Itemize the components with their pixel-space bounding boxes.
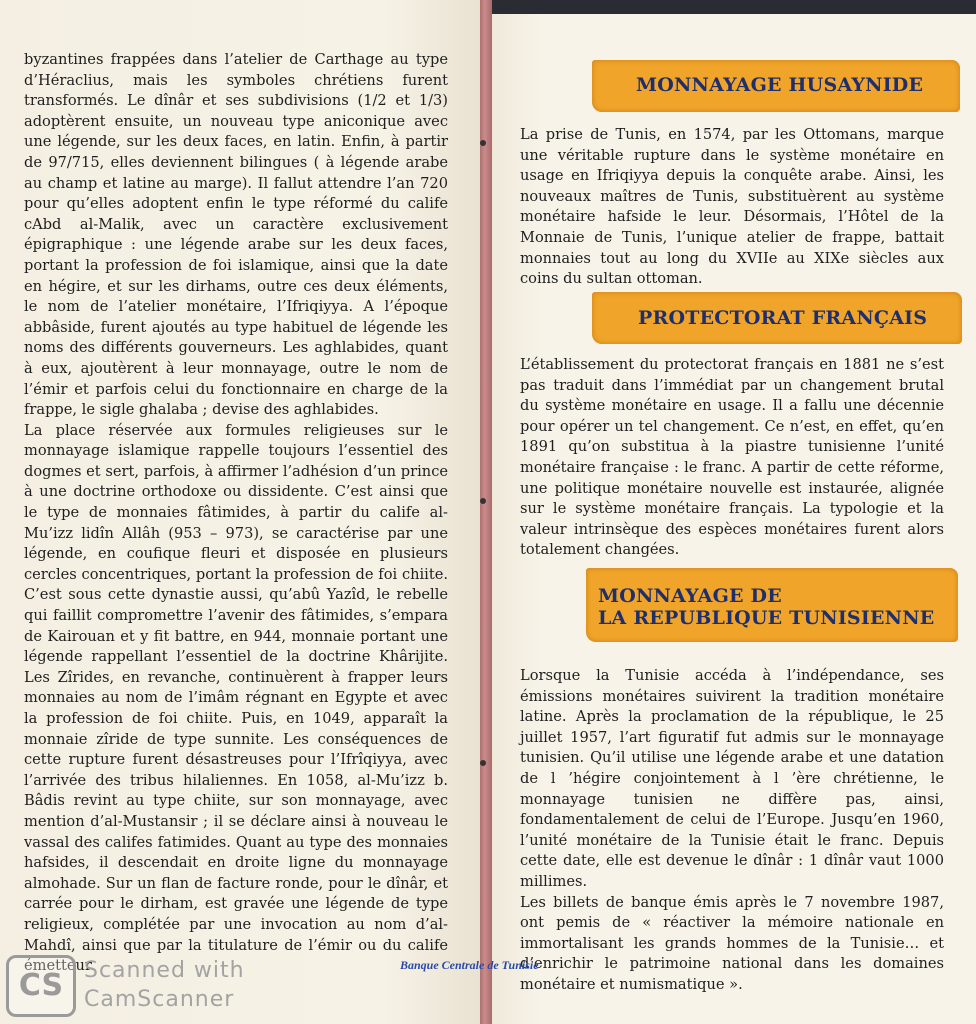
camscanner-watermark-text: [84, 956, 245, 1014]
section-body-republique: [520, 666, 944, 996]
section-title-republique-line2: LA REPUBLIQUE TUNISIENNE: [598, 607, 935, 629]
watermark-line-2: CamScanner: [84, 987, 235, 1012]
binding-stitch: [480, 760, 486, 766]
republique-paragraph-1: Lorsque la Tunisie accéda à l’indépendance, ses émissions monétaires suivirent la tradition monétaire latine. Après la proclamation de la république, le 25 juillet 1957, l’art figuratif fut admis sur le monnayage tunisien. Qu’il utilise une légende arabe et une datation de l ’hégire conjointement à l ’ère chrétienne, le monnayage tunisien ne diffère pas, ainsi, fondamentalement de celui de l’Europe. Jusqu’en 1960, l’unité monétaire de la Tunisie était le franc. Depuis cette date, elle est devenue le dînâr : 1 dînâr vaut 1000 millimes.: [520, 667, 944, 890]
section-body-husaynide: [520, 125, 944, 290]
section-body-protectorat: [520, 355, 944, 561]
camscanner-logo-icon: CS: [6, 955, 76, 1017]
binding-stitch: [480, 140, 486, 146]
scan-background-edge: [492, 0, 976, 14]
left-paragraph-2: La place réservée aux formules religieuses sur le monnayage islamique rappelle toujours l’essentiel des dogmes et sert, parfois, à affirmer l’adhésion d’un prince à une doctrine orthodoxe ou dissidente. C’est ainsi que le type de monnaies fâtimides, à partir du calife al-Mu’izz lidîn Allâh (953 – 973), se caractérise par une légende, en coufique fleuri et disposée en plusieurs cercles concentriques, portant la profession de foi chiite. C’est sous cette dynastie aussi, qu’abû Yazîd, le rebelle qui faillit compromettre l’avenir des fâtimides, s’empara de Kairouan et y fit battre, en 944, monnaie portant une légende rappellant l’essentiel de la doctrine Khârijite. Les Zîrides, en revanche, continuèrent à frapper leurs monnaies au nom de l’imâm régnant en Egypte et avec la profession de foi chiite. Puis, en 1049, apparaît la monnaie zîride de type sunnite. Les conséquences de cette rupture furent désastreuses pour l’Ifrîqiyya, avec l’arrivée des tribus hilaliennes. En 1058, al-Mu’izz b. Bâdis revint au type chiite, sur son monnayage, avec mention d’al-Mustansir ; il se déclare ainsi à nouveau le vassal des califes fatimides. Quant au type des monnaies hafsides, il descendait en droite ligne du monnayage almohade. Sur un flan de facture ronde, pour le dînâr, et carrée pour le dirham, est gravée une légende de type religieux, complétée par une invocation au nom d’al-Mahdî, ainsi que par la titulature de l’émir ou du calife émetteur.: [24, 421, 448, 975]
section-title-republique: [598, 585, 934, 629]
left-paragraph-1: byzantines frappées dans l’atelier de Carthage au type d’Héraclius, mais les symboles chrétiens furent transformés. Le dînâr et ses subdivisions (1/2 et 1/3) adoptèrent ensuite, un nouveau type aniconique avec une légende, sur les deux faces, en latin. Enfin, à partir de 97/715, elles deviennent bilingues ( à légende arabe au champ et latine au marge). Il fallut attendre l’an 720 pour qu’elles adoptent enfin le type réformé du calife cAbd al-Malik, avec un caractère exclusivement épigraphique : une légende arabe sur les deux faces, portant la profession de foi islamique, ainsi que la date en hégire, et sur les dirhams, outre ces deux éléments, le nom de l’atelier monétaire, l’Ifriqiyya. A l’époque abbâside, furent ajoutés au type habituel de légende les noms des différents gouverneurs. Les aghlabides, quant à eux, ajoutèrent à leur monnayage, outre le nom de l’émir et parfois celui du fonctionnaire en charge de la frappe, le sigle ghalaba ; devise des aghlabides.: [24, 51, 448, 419]
section-title-protectorat: PROTECTORAT FRANÇAIS: [638, 307, 928, 329]
left-page-body: [24, 50, 448, 977]
protectorat-paragraph: L’établissement du protectorat français en 1881 ne s’est pas traduit dans l’immédiat par un changement brutal du système monétaire en usage. Il a fallu une décennie pour opérer un tel changement. Ce n’est, en effet, qu’en 1891 qu’on substitua à la piastre tunisienne l’unité monétaire française : le franc. A partir de cette réforme, une politique monétaire nouvelle est instaurée, alignée sur le système monétaire français. La typologie et la valeur intrinsèque des espèces monétaires furent alors totalement changées.: [520, 356, 944, 559]
book-spine: [480, 0, 492, 1024]
section-title-republique-line1: MONNAYAGE DE: [598, 585, 782, 607]
republique-paragraph-2: Les billets de banque émis après le 7 novembre 1987, ont pemis de « réactiver la mémoire nationale en immortalisant les grands hommes de la Tunisie… et d’enrichir le patrimoine national dans les domaines monétaire et numismatique ».: [520, 893, 944, 993]
publisher-footer: Banque Centrale de Tunisie: [400, 958, 539, 972]
section-title-husaynide: MONNAYAGE HUSAYNIDE: [636, 74, 924, 96]
watermark-line-1: Scanned with: [84, 958, 245, 983]
binding-stitch: [480, 498, 486, 504]
husaynide-paragraph: La prise de Tunis, en 1574, par les Ottomans, marque une véritable rupture dans le système monétaire en usage en Ifriqiyya depuis la conquête arabe. Ainsi, les nouveaux maîtres de Tunis, substituèrent au système monétaire hafside le leur. Désormais, l’Hôtel de la Monnaie de Tunis, l’unique atelier de frappe, battait monnaies tout au long du XVIIe au XIXe siècles aux coins du sultan ottoman.: [520, 126, 944, 288]
